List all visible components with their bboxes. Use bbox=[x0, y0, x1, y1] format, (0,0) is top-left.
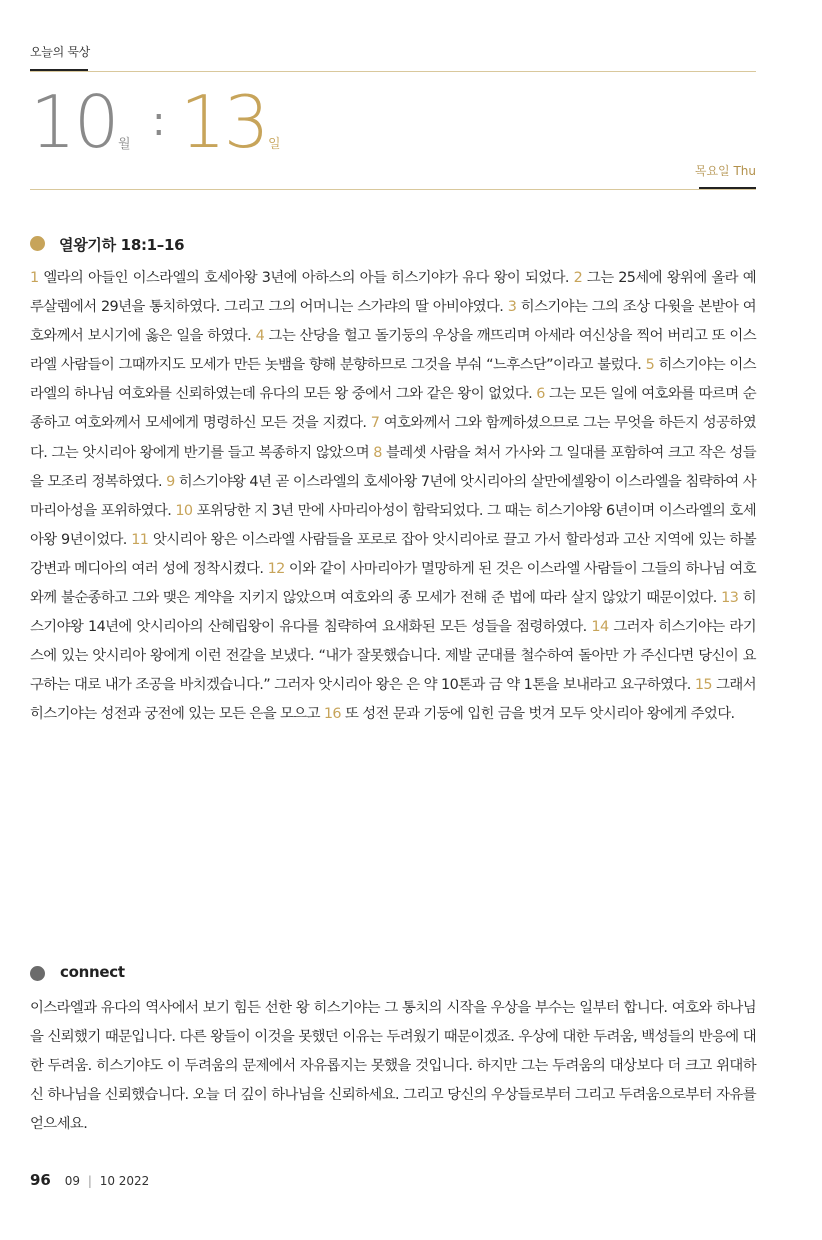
verse-text: 그는 모든 일에 여호와를 따르며 순종하고 여호와께서 모세에게 명령하신 모든 것을 지켰다. bbox=[30, 386, 757, 432]
verse-text: 히스기야왕 4년 곧 이스라엘의 호세아왕 7년에 앗시리아의 살만에셀왕이 이스라엘을 침략하여 사마리아성을 포위하였다. bbox=[30, 473, 756, 519]
verse-number: 15 bbox=[694, 677, 717, 694]
month-unit: 월 bbox=[118, 137, 131, 152]
month-number: 10 bbox=[30, 80, 118, 164]
header-divider bbox=[30, 71, 756, 72]
verse-number: 14 bbox=[591, 619, 614, 636]
verse-text: 히스기야는 그의 조상 다윗을 본받아 여호와께서 보시기에 옳은 일을 하였다. bbox=[30, 299, 757, 345]
verse-number: 3 bbox=[507, 299, 521, 316]
verse-number: 4 bbox=[255, 328, 269, 345]
scripture-passage bbox=[30, 264, 756, 730]
page-number: 96 bbox=[30, 1171, 51, 1189]
verse-number: 6 bbox=[536, 386, 549, 403]
verse-number: 12 bbox=[267, 560, 289, 577]
verse-text: 여호와께서 그와 함께하셨으므로 그는 무엇을 하든지 성공하였다. 그는 앗시리아 왕에게 반기를 들고 복종하지 않았으며 bbox=[30, 415, 757, 461]
section-label: 오늘의 묵상 bbox=[30, 45, 90, 59]
verse-text: 또 성전 문과 기둥에 입힌 금을 벗겨 모두 앗시리아 왕에게 주었다. bbox=[344, 706, 735, 723]
verse-text: 앗시리아 왕은 이스라엘 사람들을 포로로 잡아 앗시리아로 끌고 가서 할라성과 고산 지역에 있는 하볼 강변과 메디아의 여러 성에 정착시켰다. bbox=[30, 531, 756, 577]
verse-text: 그는 산당을 헐고 돌기둥의 우상을 깨뜨리며 아세라 여신상을 찍어 버리고 또 이스라엘 사람들이 그때까지도 모세가 만든 놋뱀을 향해 분향하므로 그것을 부숴 “느후스단”이라고 불렀다. bbox=[30, 328, 756, 374]
day-unit: 일 bbox=[268, 137, 281, 152]
issue-start: 09 bbox=[64, 1174, 80, 1188]
verse-number: 5 bbox=[645, 357, 659, 374]
verse-number: 7 bbox=[370, 415, 384, 432]
date-display bbox=[30, 82, 430, 162]
date-divider bbox=[30, 189, 756, 190]
connect-body: 이스라엘과 유다의 역사에서 보기 힘든 선한 왕 히스기야는 그 통치의 시작을 우상을 부수는 일부터 합니다. 여호와 하나님을 신뢰했기 때문입니다. 다른 왕들이 이것을 못했던 이유는 두려웠기 때문이겠죠. 우상에 대한 두려움, 백성들의 반응에 대한 두려움. 히스기야도 이 두려움의 문제에서 자유롭지는 못했을 것입니다. 하지만 그는 두려움의 대상보다 더 크고 위대하신 하나님을 신뢰했습니다. 오늘 더 깊이 하나님을 신뢰하세요. 그리고 당신의 우상들로부터 그리고 두려움으로부터 자유를 얻으세요. bbox=[30, 1000, 756, 1133]
verse-text: 이와 같이 사마리아가 멸망하게 된 것은 이스라엘 사람들이 그들의 하나님 여호와께 불순종하고 그와 맺은 계약을 지키지 않았으며 여호와의 종 모세가 전해 준 법에 따라 살지 않았기 때문이었다. bbox=[30, 560, 756, 607]
date-separator: : bbox=[152, 99, 166, 145]
issue-separator: | bbox=[87, 1174, 92, 1188]
connect-bullet-icon bbox=[30, 966, 45, 981]
verse-number: 11 bbox=[131, 531, 153, 548]
verse-number: 1 bbox=[30, 270, 44, 286]
weekday-label: 목요일 Thu bbox=[694, 164, 756, 178]
verse-number: 13 bbox=[721, 590, 743, 607]
verse-text: 엘라의 아들인 이스라엘의 호세아왕 3년에 아하스의 아들 히스기야가 유다 왕이 되었다. bbox=[43, 270, 574, 286]
issue-end: 10 2022 bbox=[99, 1174, 150, 1188]
verse-text: 그러자 히스기야는 라기스에 있는 앗시리아 왕에게 이런 전갈을 보냈다. “내가 잘못했습니다. 제발 군대를 철수하여 돌아만 가 주신다면 당신이 요구하는 대로 내가 조공을 바치겠습니다.” 그러자 앗시리아 왕은 은 약 10톤과 금 약 1톤을 보내라고 요구하였다. bbox=[30, 619, 757, 694]
day-number: 13 bbox=[180, 80, 268, 164]
verse-number: 10 bbox=[175, 502, 197, 519]
verse-number: 16 bbox=[323, 706, 345, 723]
verse-text: 그는 25세에 왕위에 올라 예루살렘에서 29년을 통치하였다. 그리고 그의 어머니는 스가랴의 딸 아비야였다. bbox=[30, 270, 757, 316]
verse-text: 블레셋 사람을 쳐서 가사와 그 일대를 포함하여 크고 작은 성들을 모조리 정복하였다. bbox=[30, 444, 757, 490]
connect-title: connect bbox=[60, 963, 125, 981]
verse-text: 히스기야왕 14년에 앗시리아의 산헤립왕이 유다를 침략하여 요새화된 모든 성들을 점령하였다. bbox=[30, 590, 756, 636]
verse-number: 9 bbox=[166, 473, 179, 490]
verse-number: 2 bbox=[573, 270, 587, 286]
scripture-reference: 열왕기하 18:1–16 bbox=[59, 236, 185, 254]
verse-number: 8 bbox=[373, 444, 386, 461]
verse-text: 히스기야는 이스라엘의 하나님 여호와를 신뢰하였는데 유다의 모든 왕 중에서 그와 같은 왕이 없었다. bbox=[30, 357, 756, 403]
page-footer bbox=[30, 1171, 149, 1189]
scripture-bullet-icon bbox=[30, 236, 45, 251]
verse-text: 그래서 히스기야는 성전과 궁전에 있는 모든 은을 모으고 bbox=[30, 677, 756, 723]
verse-text: 포위당한 지 3년 만에 사마리아성이 함락되었다. 그 때는 히스기야왕 6년이며 이스라엘의 호세아왕 9년이었다. bbox=[30, 502, 756, 548]
